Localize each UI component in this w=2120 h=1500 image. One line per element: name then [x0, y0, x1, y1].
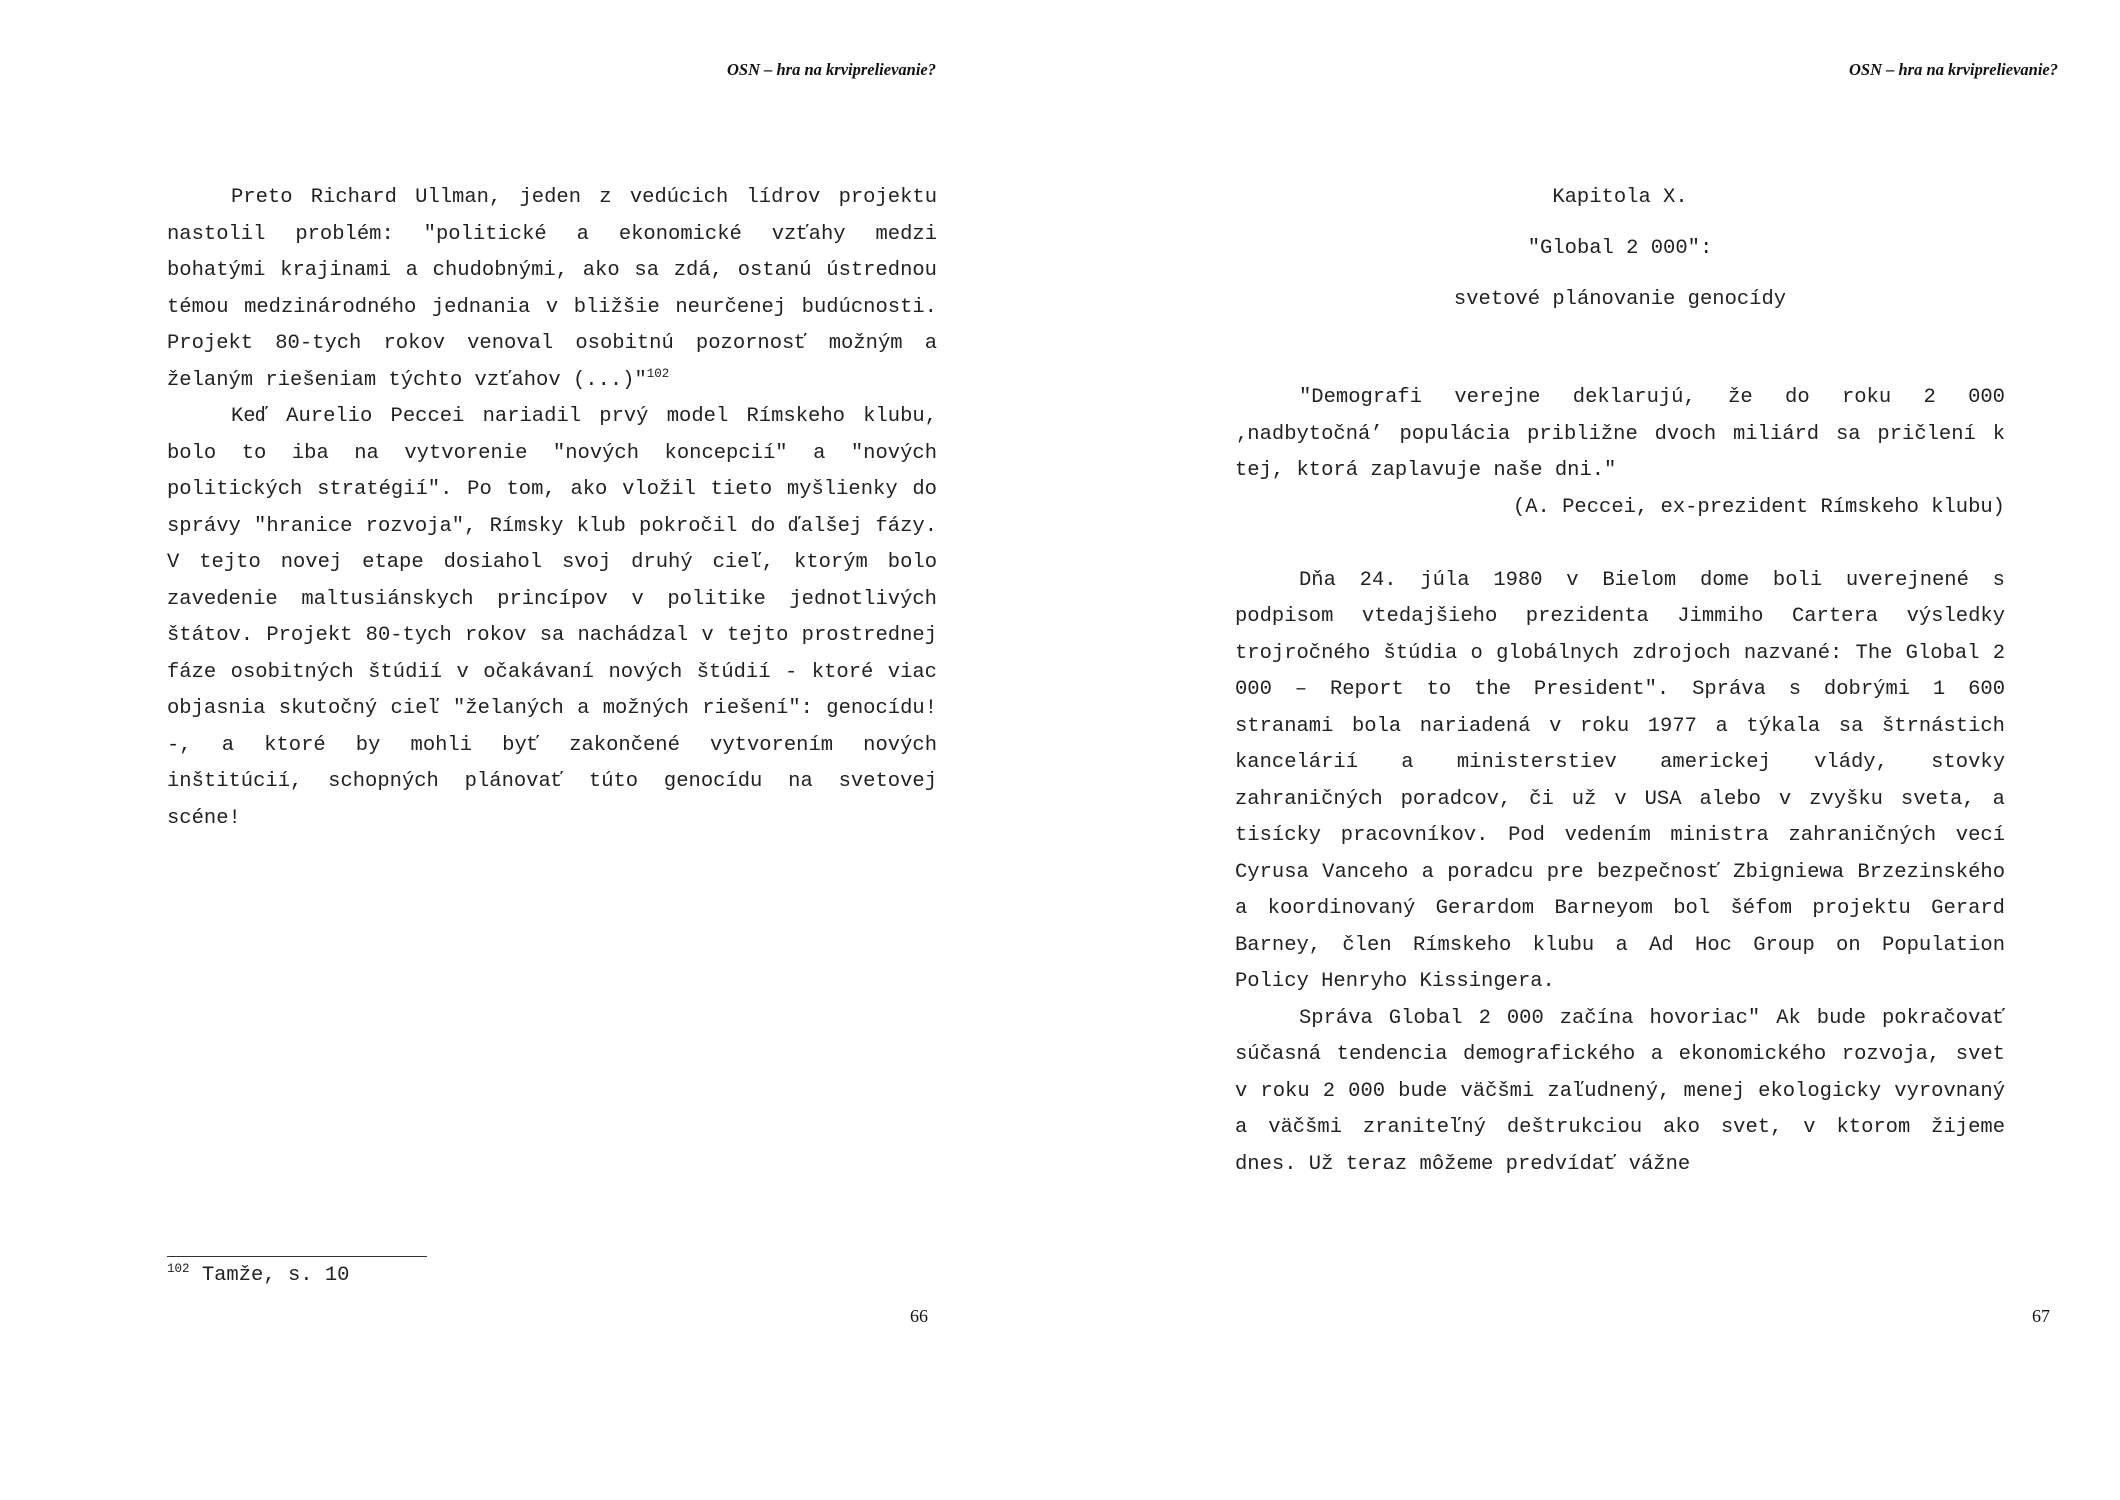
- page-number: 67: [2032, 1306, 2050, 1326]
- left-body-text: [167, 180, 937, 837]
- chapter-label: Kapitola X.: [1552, 186, 1688, 209]
- paragraph-text: Preto Richard Ullman, jeden z vedúcich lídrov projektu nastolil problém: "politické a ekonomické vzťahy medzi bohatými krajinami a chudobnými, ako sa zdá, ostanú ústrednou témou medzinárodného jednania v bližšie neurčenej budúcnosti. Projekt 80-tych rokov venoval osobitnú pozornosť možným a želaným riešeniam týchto vzťahov (...)": [167, 186, 937, 392]
- chapter-subtitle: svetové plánovanie genocídy: [1453, 288, 1787, 311]
- section-spacer: [1235, 526, 2005, 563]
- paragraph: Správa Global 2 000 začína hovoriac" Ak bude pokračovať súčasná tendencia demografického a ekonomického rozvoja, svet v roku 2 000 bude väčšmi zaľudnený, menej ekologicky vyrovnaný a väčšmi zraniteľný deštrukciou ako svet, v ktorom žijeme dnes. Už teraz môžeme predvídať vážne: [1235, 1006, 2005, 1176]
- epigraph: [1235, 380, 2005, 526]
- footnote-reference[interactable]: 102: [646, 366, 670, 381]
- footnote: [167, 1262, 349, 1290]
- right-page: [1060, 0, 2120, 1500]
- paragraph: Dňa 24. júla 1980 v Bielom dome boli uverejnené s podpisom vtedajšieho prezidenta Jimmiho Cartera výsledky trojročného štúdia o globálnych zdrojoch nazvané: The Global 2 000 – Report to the President". Správa s dobrými 1 600 stranami bola nariadená v roku 1977 a týkala sa štrnástich kancelárií a ministerstiev americkej vlády, stovky zahraničných poradcov, či už v USA alebo v zvyšku sveta, a tisícky pracovníkov. Pod vedením ministra zahraničných vecí Cyrusa Vanceho a poradcu pre bezpečnosť Zbigniewa Brzezinského a koordinovaný Gerardom Barneyom bol šéfom projektu Gerard Barney, člen Rímskeho klubu a Ad Hoc Group on Population Policy Henryho Kissingera.: [1235, 568, 2005, 993]
- chapter-heading: [1235, 180, 2005, 333]
- running-header: OSN – hra na krviprelievanie?: [726, 60, 936, 79]
- right-body-text: [1235, 180, 2005, 1183]
- footnote-number: 102: [167, 1262, 190, 1276]
- epigraph-attribution: (A. Peccei, ex-prezident Rímskeho klubu): [1512, 495, 2005, 519]
- running-header: OSN – hra na krviprelievanie?: [1848, 60, 2058, 79]
- page-number: 66: [910, 1306, 928, 1326]
- paragraph: [167, 180, 937, 399]
- footnote-text: Tamže, s. 10: [201, 1264, 350, 1287]
- paragraph: Keď Aurelio Peccei nariadil prvý model Rímskeho klubu, bolo to iba na vytvorenie "nových koncepcií" a "nových politických stratégií". Po tom, ako vložil tieto myšlienky do správy "hranice rozvoja", Rímsky klub pokročil do ďalšej fázy. V tejto novej etape dosiahol svoj druhý cieľ, ktorým bolo zavedenie maltusiánskych princípov v politike jednotlivých štátov. Projekt 80-tych rokov sa nachádzal v tejto prostrednej fáze osobitných štúdií v očakávaní nových štúdií - ktoré viac objasnia skutočný cieľ "želaných a možných riešení": genocídu! -, a ktoré by mohli byť zakončené vytvorením nových inštitúcií, schopných plánovať túto genocídu na svetovej scéne!: [167, 405, 937, 830]
- footnote-divider: [167, 1256, 427, 1257]
- chapter-title: "Global 2 000":: [1527, 237, 1713, 260]
- epigraph-quote: "Demografi verejne deklarujú, že do roku 2 000 ‚nadbytočná’ populácia približne dvoch miliárd sa pričlení k tej, ktorá zaplavuje naše dni.": [1235, 386, 2005, 482]
